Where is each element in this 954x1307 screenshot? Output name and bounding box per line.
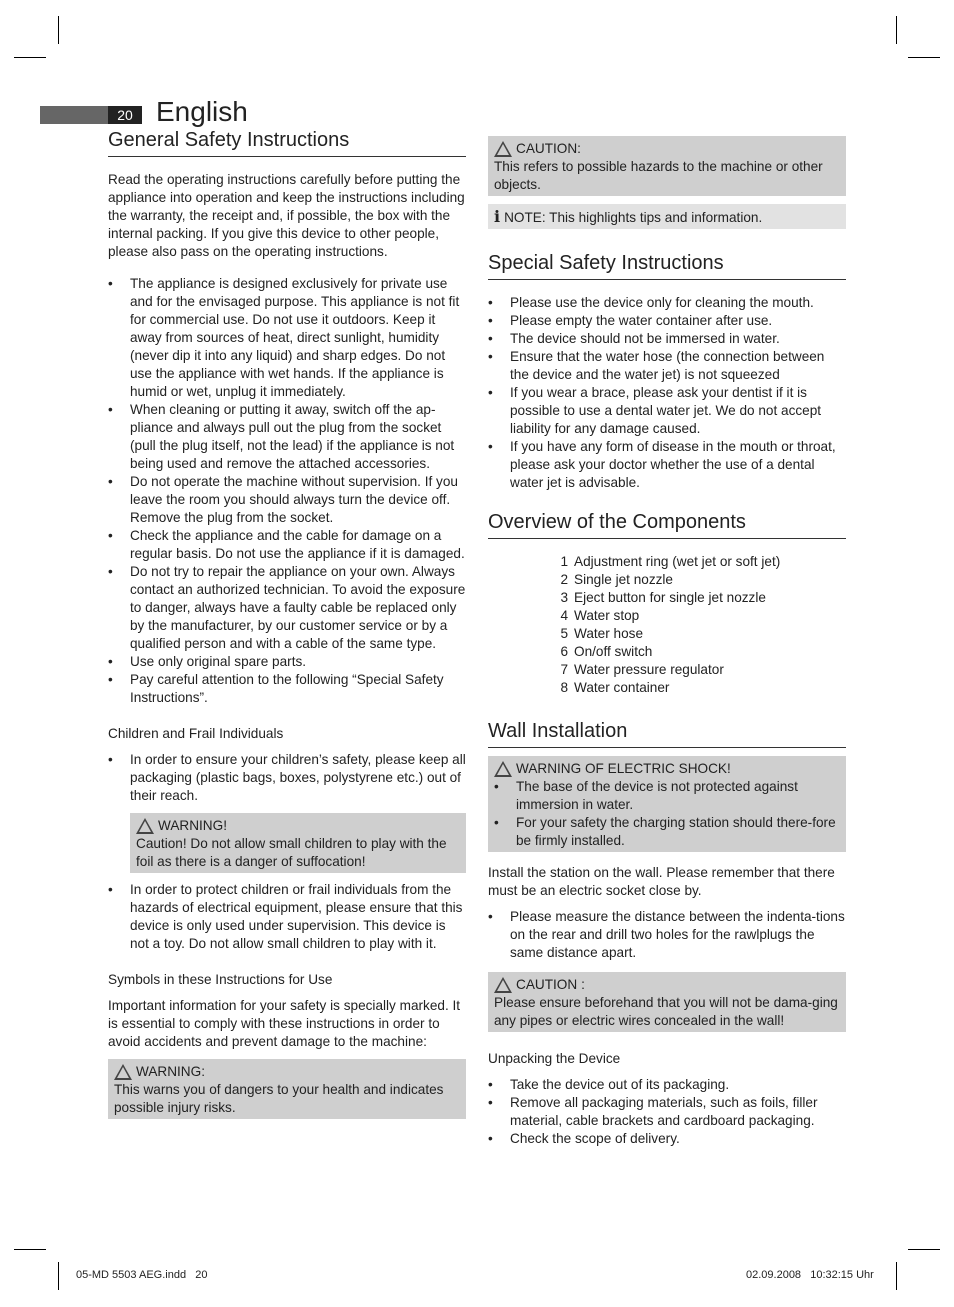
footer-timestamp: 02.09.2008 10:32:15 Uhr xyxy=(746,1269,874,1281)
list-item: • The base of the device is not protected against immersion in water. xyxy=(494,779,798,812)
list-item: • If you have any form of disease in the mouth or throat, please ask your doctor whether the use of a dental water jet is advisable. xyxy=(488,439,836,490)
note-box: i NOTE: This highlights tips and information. xyxy=(488,204,846,229)
children-list-2 xyxy=(108,881,466,953)
crop-mark xyxy=(58,1262,59,1290)
list-item: • For your safety the charging station should there-fore be firmly installed. xyxy=(494,815,836,848)
list-item: • Remove all packaging materials, such as foils, filler material, cable brackets and cardboard packaging. xyxy=(488,1095,818,1128)
intro-paragraph: Read the operating instructions carefully before putting the appliance into operation and keep the instructions including the warranty, the receipt and, if possible, the box with the internal packing. If you give this device to other people, please also pass on the operating instructions. xyxy=(108,172,465,259)
right-column xyxy=(488,136,846,1158)
shock-warning-box: WARNING OF ELECTRIC SHOCK! • The base of the device is not protected against immersion in water. • For your safety the charging station should there-fore be firmly installed. xyxy=(488,756,846,852)
component-item: 4 Water stop xyxy=(560,608,640,623)
crop-mark xyxy=(14,1249,46,1250)
crop-mark xyxy=(14,57,46,58)
crop-mark xyxy=(908,57,940,58)
caution-text-2: Please ensure beforehand that you will not be dama-ging any pipes or electric wires concealed in the wall! xyxy=(494,995,838,1028)
page-number: 20 xyxy=(108,106,142,124)
list-item: • In order to protect children or frail individuals from the hazards of electrical equipment, please ensure that this device is only used under supervision. This device is not a toy. Do not allow small children to play with it. xyxy=(108,882,463,951)
caution-icon xyxy=(494,977,512,993)
crop-mark xyxy=(908,1249,940,1250)
left-column xyxy=(108,128,466,1127)
caution-box-2: CAUTION : Please ensure beforehand that you will not be dama-ging any pipes or electric wires concealed in the wall! xyxy=(488,972,846,1032)
component-item: 1 Adjustment ring (wet jet or soft jet) xyxy=(560,554,781,569)
page-title: English xyxy=(156,96,248,127)
component-item: 3 Eject button for single jet nozzle xyxy=(560,590,766,605)
warning-symbol-box: WARNING: This warns you of dangers to your health and indicates possible injury risks. xyxy=(108,1059,466,1119)
list-item: • Please measure the distance between the indenta-tions on the rear and drill two holes for the rawlplugs the same distance apart. xyxy=(488,909,845,960)
warning-icon xyxy=(114,1064,132,1080)
footer-file: 05-MD 5503 AEG.indd 20 xyxy=(76,1269,208,1281)
general-list xyxy=(108,275,466,707)
components-list xyxy=(554,553,846,697)
install-paragraph: Install the station on the wall. Please remember that there must be an electric socket close by. xyxy=(488,865,835,898)
list-item: • In order to ensure your children’s safety, please keep all packaging (plastic bags, boxes, polystyrene etc.) out of their reach. xyxy=(108,752,466,803)
warning-icon xyxy=(136,818,154,834)
component-item: 6 On/off switch xyxy=(560,644,653,659)
list-item: • Check the scope of delivery. xyxy=(488,1131,680,1146)
unpacking-list xyxy=(488,1076,846,1148)
component-item: 7 Water pressure regulator xyxy=(560,662,724,677)
warning-box: WARNING! Caution! Do not allow small children to play with the foil as there is a danger of suffocation! xyxy=(130,813,466,873)
component-item: 8 Water container xyxy=(560,680,670,695)
info-icon: i xyxy=(494,207,501,226)
component-item: 5 Water hose xyxy=(560,626,644,641)
caution-text: This refers to possible hazards to the machine or other objects. xyxy=(494,159,823,192)
list-item: • Take the device out of its packaging. xyxy=(488,1077,730,1092)
list-item: • The appliance is designed exclusively for private use and for the envisaged purpose. This appliance is not fit for commercial use. Do not use it outdoors. Keep it away from sources of heat, direct sunlight, humidity (never dip it into any liquid) and sharp edges. Do not use the appliance with wet hands. If the appliance is humid or wet, unplug it immediately. xyxy=(108,276,460,399)
list-item: • Do not try to repair the appliance on your own. Always contact an authorized technician. To avoid the exposure to danger, always have a faulty cable be replaced only by the manufacturer, by our customer service or by a qualified person and with a cable of the same type. xyxy=(108,564,466,651)
children-heading: Children and Frail Individuals xyxy=(108,726,284,741)
list-item: • Check the appliance and the cable for damage on a regular basis. Do not use the appliance if it is damaged. xyxy=(108,528,465,561)
children-list xyxy=(108,751,466,805)
list-item: • Do not operate the machine without supervision. If you leave the room you should always turn the device off. Remove the plug from the socket. xyxy=(108,474,458,525)
install-list xyxy=(488,908,846,962)
section-title-special: Special Safety Instructions xyxy=(488,251,846,280)
list-item: • Ensure that the water hose (the connection between the device and the water jet) is not squeezed xyxy=(488,349,825,382)
list-item: • Use only original spare parts. xyxy=(108,654,307,669)
section-title-general: General Safety Instructions xyxy=(108,128,466,157)
list-item: • When cleaning or putting it away, switch off the ap-pliance and always pull out the plug from the socket (pull the plug itself, not the lead) if the appliance is not being used and remove the attached accessories. xyxy=(108,402,455,471)
list-item: • Pay careful attention to the following “Special Safety Instructions”. xyxy=(108,672,444,705)
special-list xyxy=(488,294,846,492)
caution-box: CAUTION: This refers to possible hazards to the machine or other objects. xyxy=(488,136,846,196)
symbols-paragraph: Important information for your safety is specially marked. It is essential to comply with these instructions in order to avoid accidents and prevent damage to the machine: xyxy=(108,998,461,1049)
section-title-wall: Wall Installation xyxy=(488,719,846,748)
list-item: • Please use the device only for cleaning the mouth. xyxy=(488,295,814,310)
crop-mark xyxy=(58,16,59,44)
section-title-overview: Overview of the Components xyxy=(488,510,846,539)
list-item: • Please empty the water container after use. xyxy=(488,313,773,328)
symbols-heading: Symbols in these Instructions for Use xyxy=(108,972,333,987)
crop-mark xyxy=(896,1262,897,1290)
list-item: • The device should not be immersed in water. xyxy=(488,331,780,346)
caution-icon xyxy=(494,141,512,157)
warning-icon xyxy=(494,761,512,777)
crop-mark xyxy=(896,16,897,44)
component-item: 2 Single jet nozzle xyxy=(560,572,673,587)
warning-symbol-text: This warns you of dangers to your health and indicates possible injury risks. xyxy=(114,1082,444,1115)
list-item: • If you wear a brace, please ask your dentist if it is possible to use a dental water jet. We do not accept liability for any damage caused. xyxy=(488,385,822,436)
warning-text: Caution! Do not allow small children to play with the foil as there is a danger of suffocation! xyxy=(136,836,447,869)
unpacking-heading: Unpacking the Device xyxy=(488,1051,621,1066)
